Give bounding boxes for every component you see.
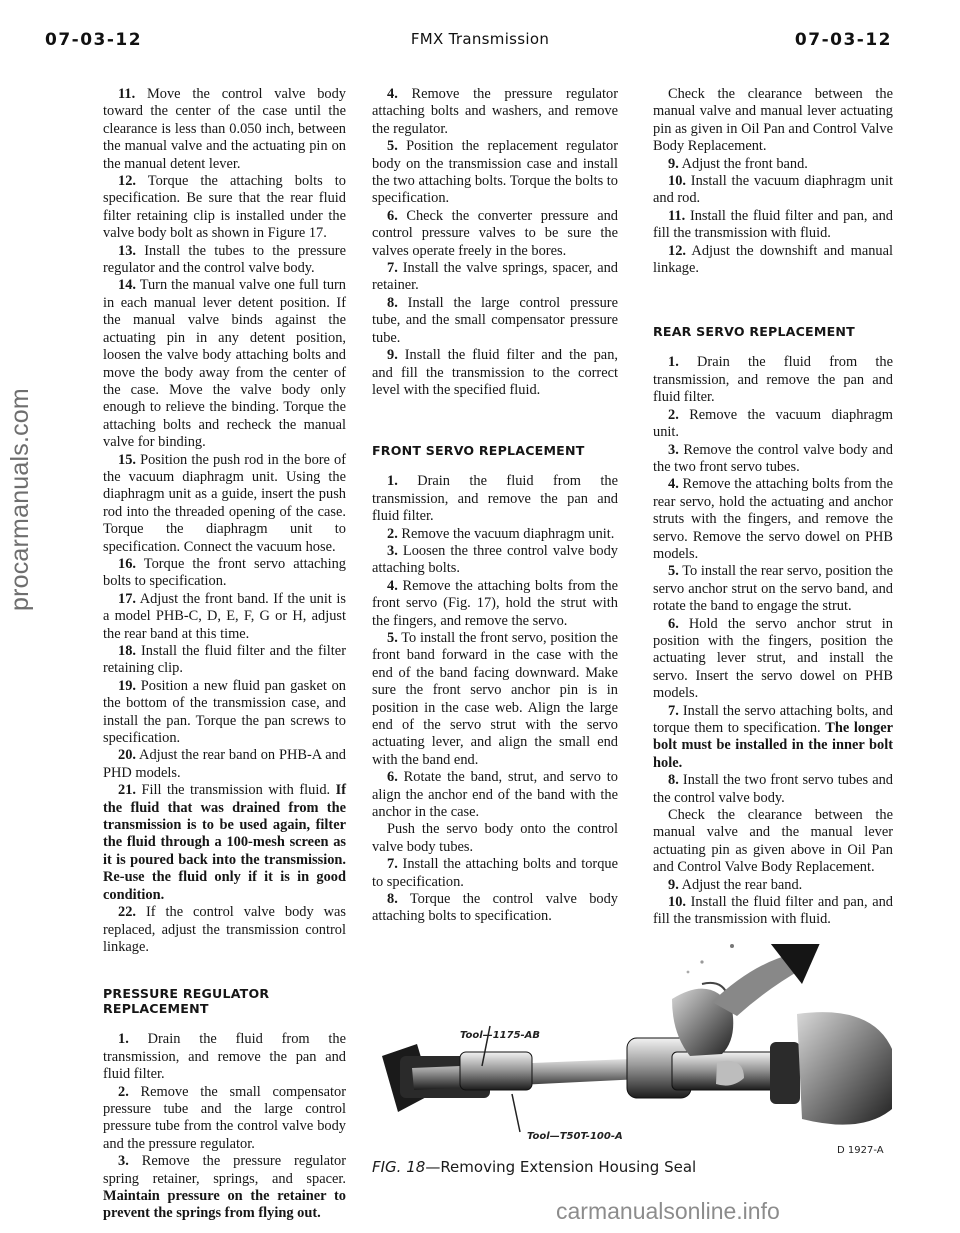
step-13: 13. Install the tubes to the pressure regulator and the control valve body. (103, 242, 346, 277)
rear-servo-step-7: 7. Install the servo attaching bolts, and torque them to specification. The longer bolt must be installed in the inner bolt hole. (653, 702, 893, 771)
rear-servo-step-9: 9. Adjust the rear band. (668, 876, 803, 893)
tool-label-top: Tool—1175-AB (460, 1030, 541, 1041)
pressure-step-3: 3. Remove the pressure regulator spring retainer, springs, and spacer. Maintain pressure on the retainer to prevent the springs from flying out. (103, 1153, 346, 1222)
front-servo-step-8: 8. Torque the control valve body attaching bolts to specification. (372, 891, 618, 925)
rear-servo-step-4: 4. Remove the attaching bolts from the rear servo, hold the actuating and anchor struts with the fingers, and remove the servo. Remove the servo dowel on PHB models. (653, 476, 893, 562)
rear-servo-step-6: 6. Hold the servo anchor strut in position with the fingers, position the actuating lever strut, and install the servo. Insert the servo dowel on PHB models. (653, 615, 893, 702)
rear-servo-step-2: 2. Remove the vacuum diaphragm unit. (653, 406, 893, 441)
rear-servo-check-note: Check the clearance between the manual valve and the manual lever actuating pin as given above in Oil Pan and Control Valve Body Replacement. (653, 807, 893, 876)
step-18: 18. Install the fluid filter and the filter retaining clip. (103, 643, 346, 677)
tool-label-bottom: Tool—T50T-100-A (527, 1131, 623, 1142)
front-servo-step-7: 7. Install the attaching bolts and torque to specification. (372, 856, 618, 890)
page-number-right: 07-03-12 (794, 30, 892, 50)
front-servo-step-6-note: Push the servo body onto the control valve body tubes. (372, 821, 618, 855)
bottom-watermark: carmanualsonline.info (556, 1198, 780, 1224)
pressure-step-7: 7. Install the valve springs, spacer, and retainer. (372, 260, 618, 294)
pressure-step-6: 6. Check the converter pressure and control pressure valves to be sure the valves operate freely in the bores. (372, 207, 618, 259)
step-21: 21. Fill the transmission with fluid. If the fluid that was drained from the transmission is to be used again, filter the fluid through a 100-mesh screen as it is poured back into the transmission. Re-use the fluid only if it is in good condition. (103, 782, 346, 903)
front-servo-step-5: 5. To install the front servo, position the front band forward in the case with the end of the band facing downward. Make sure the front servo anchor pin is in position in the case web. Align the large end of the servo strut with the servo actuating lever, and align the small end with the band end. (372, 629, 618, 768)
step-17: 17. Adjust the front band. If the unit is a model PHB-C, D, E, F, G or H, adjust the rear band at this time. (103, 590, 346, 642)
rear-servo-step-7-warning: The longer bolt must be installed in the inner bolt hole. (653, 720, 893, 771)
front-servo-step-1: 1. Drain the fluid from the transmission, and remove the pan and fluid filter. (372, 473, 618, 525)
step-14: 14. Turn the manual valve one full turn in each manual lever detent position. If the manual valve binds against the actuating pin in any detent position, loosen the valve body attaching bolts and move the body away from the center of the case. Move the valve body only enough to relieve the binding. Torque the attaching bolts and recheck the manual valve for binding. (103, 277, 346, 451)
pressure-step-5: 5. Position the replacement regulator body on the transmission case and install the two attaching bolts. Torque the bolts to specification. (372, 138, 618, 207)
pressure-step-1: 1. Drain the fluid from the transmission, and remove the pan and fluid filter. (103, 1031, 346, 1083)
rear-servo-step-10: 10. Install the fluid filter and pan, and fill the transmission with fluid. (653, 894, 893, 928)
rear-servo-step-8: 8. Install the two front servo tubes and the control valve body. (653, 772, 893, 806)
column-1 (103, 86, 346, 1223)
column-3 (653, 86, 893, 929)
column-2 (372, 86, 618, 926)
pressure-step-4: 4. Remove the pressure regulator attaching bolts and washers, and remove the regulator. (372, 86, 618, 137)
step-11: 11. Move the control valve body toward the center of the case until the clearance is less than 0.050 inch, between the manual valve and the actuating pin on the manual detent lever. (103, 86, 346, 172)
page-number-left: 07-03-12 (45, 30, 143, 50)
front-servo-step-6: 6. Rotate the band, strut, and servo to align the anchor end of the band with the anchor in the case. (372, 769, 618, 821)
front-servo-step-3: 3. Loosen the three control valve body attaching bolts. (372, 542, 618, 577)
heading-front-servo: FRONT SERVO REPLACEMENT (372, 443, 585, 459)
pressure-step-2: 2. Remove the small compensator pressure tube and the large control pressure tube from the control valve body and the pressure regulator. (103, 1083, 346, 1152)
pressure-step-3-warning: Maintain pressure on the retainer to prevent the springs from flying out. (103, 1187, 346, 1222)
step-15: 15. Position the push rod in the bore of the vacuum diaphragm unit. Using the diaphragm unit as a guide, insert the push rod into the threaded opening of the case. Torque the diaphragm unit to specification. Connect the vacuum hose. (103, 451, 346, 555)
pressure-step-9: 9. Install the fluid filter and the pan, and fill the transmission to the correct level with the specified fluid. (372, 347, 618, 398)
front-servo-step-12: 12. Adjust the downshift and manual linkage. (653, 242, 893, 277)
heading-rear-servo: REAR SERVO REPLACEMENT (653, 324, 855, 340)
front-servo-step-9: 9. Adjust the front band. (668, 155, 808, 172)
page-title: FMX Transmission (410, 30, 550, 48)
step-12: 12. Torque the attaching bolts to specification. Be sure that the rear fluid filter retaining clip is installed under the valve body bolt as shown in Figure 17. (103, 173, 346, 242)
pressure-step-8: 8. Install the large control pressure tube, and the small compensator pressure tube. (372, 294, 618, 346)
rear-servo-step-5: 5. To install the rear servo, position the servo anchor strut on the servo band, and rotate the band to engage the strut. (653, 563, 893, 615)
figure-code: D 1927-A (837, 1145, 884, 1156)
front-servo-check-note: Check the clearance between the manual valve and manual lever actuating pin as given in Oil Pan and Control Valve Body Replacement. (653, 86, 893, 155)
figure-caption: FIG. 18—Removing Extension Housing Seal (372, 1158, 697, 1176)
step-22: 22. If the control valve body was replaced, adjust the transmission control linkage. (103, 904, 346, 955)
side-watermark: procarmanuals.com (6, 388, 34, 612)
step-21-warning: If the fluid that was drained from the transmission is to be used again, filter the fluid through a 100-mesh screen as it is poured back into the transmission. Re-use the fluid only if it is in good condition. (103, 782, 346, 903)
front-servo-step-11: 11. Install the fluid filter and pan, and fill the transmission with fluid. (653, 207, 893, 242)
step-20: 20. Adjust the rear band on PHB-A and PHD models. (103, 747, 346, 781)
rear-servo-step-3: 3. Remove the control valve body and the two front servo tubes. (653, 441, 893, 475)
front-servo-step-2: 2. Remove the vacuum diaphragm unit. (387, 525, 615, 542)
front-servo-step-4: 4. Remove the attaching bolts from the front servo (Fig. 17), hold the strut with the fingers, and remove the servo. (372, 577, 618, 629)
step-19: 19. Position a new fluid pan gasket on the bottom of the transmission case, and install the pan. Torque the pan screws to specification. (103, 677, 346, 747)
figure-18 (372, 944, 897, 1169)
heading-pressure-regulator: PRESSURE REGULATOR REPLACEMENT (103, 986, 270, 1017)
step-16: 16. Torque the front servo attaching bolts to specification. (103, 555, 346, 590)
front-servo-step-10: 10. Install the vacuum diaphragm unit and rod. (653, 173, 893, 207)
seal-removal-illustration (372, 944, 897, 1154)
rear-servo-step-1: 1. Drain the fluid from the transmission, and remove the pan and fluid filter. (653, 354, 893, 406)
